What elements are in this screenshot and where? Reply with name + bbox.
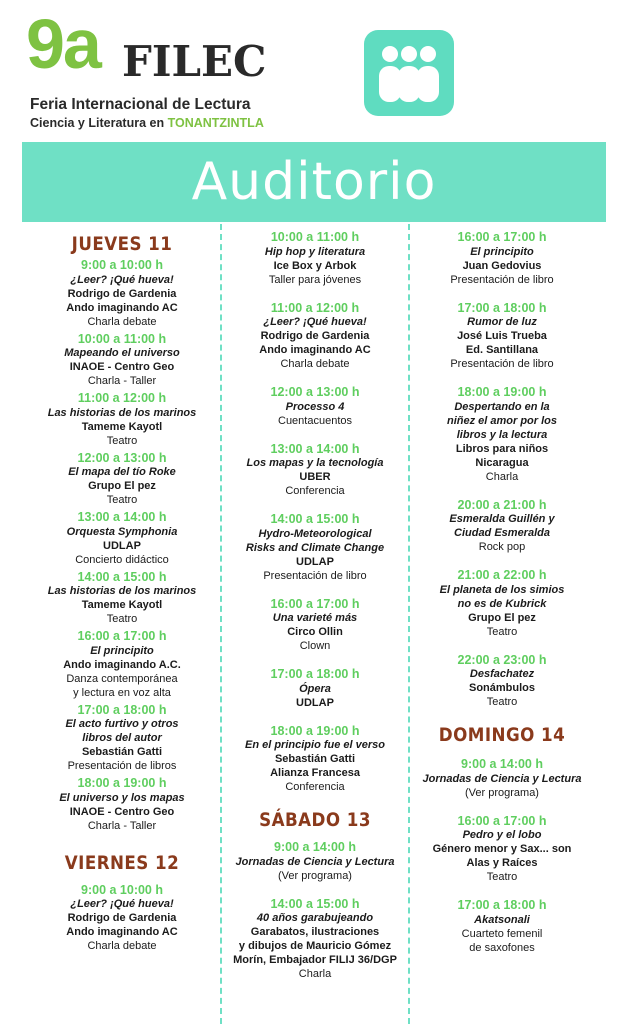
- schedule-item: [224, 442, 406, 499]
- event-time: 16:00 a 17:00 h: [77, 629, 167, 643]
- schedule-item: [224, 230, 406, 287]
- schedule-item: [24, 629, 220, 700]
- schedule-list: [412, 230, 592, 709]
- event-type: Conferencia: [285, 781, 345, 793]
- event-time: 16:00 a 17:00 h: [270, 596, 360, 611]
- people-icon: [364, 30, 454, 116]
- event-title: El principito: [90, 644, 154, 657]
- schedule-item: [412, 385, 592, 484]
- event-presenter: Género menor y Sax... son Alas y Raíces: [432, 843, 572, 869]
- day-heading: DOMINGO 14: [438, 724, 566, 746]
- event-presenter: INAOE - Centro Geo: [69, 361, 175, 373]
- schedule-item: [224, 385, 406, 428]
- schedule-item: [24, 703, 220, 774]
- event-time: 21:00 a 22:00 h: [457, 568, 547, 582]
- logo-subtitle-2-place: TONANTZINTLA: [167, 116, 264, 130]
- event-time: 13:00 a 14:00 h: [270, 441, 360, 456]
- event-time: 14:00 a 15:00 h: [77, 569, 167, 584]
- event-presenter: Ice Box y Arbok: [273, 259, 357, 272]
- event-presenter: UBER: [299, 471, 331, 483]
- event-type: Charla - Taller: [87, 375, 157, 387]
- event-title: ¿Leer? ¡Qué hueva!: [70, 898, 174, 910]
- event-time: 16:00 a 17:00 h: [457, 230, 547, 244]
- event-type: Teatro: [106, 613, 138, 625]
- event-type: Presentación de libros: [67, 760, 177, 772]
- event-time: 17:00 a 18:00 h: [270, 667, 360, 681]
- event-presenter: UDLAP: [296, 696, 334, 709]
- event-time: 17:00 a 18:00 h: [77, 702, 167, 717]
- event-presenter: José Luis Trueba Ed. Santillana: [457, 330, 547, 356]
- event-time: 12:00 a 13:00 h: [77, 450, 167, 465]
- event-type: Danza contemporánea y lectura en voz alta: [66, 672, 178, 699]
- event-presenter: Sebastián Gatti Alianza Francesa: [270, 753, 360, 779]
- event-time: 9:00 a 10:00 h: [81, 258, 163, 272]
- event-title: ¿Leer? ¡Qué hueva!: [70, 273, 174, 286]
- event-presenter: Sonámbulos: [468, 682, 535, 694]
- event-presenter: INAOE - Centro Geo: [69, 805, 175, 818]
- event-time: 9:00 a 14:00 h: [461, 757, 543, 771]
- schedule-item: [224, 597, 406, 654]
- event-presenter: Ando imaginando A.C.: [63, 658, 181, 671]
- event-title: Esmeralda Guillén y Ciudad Esmeralda: [449, 513, 555, 539]
- schedule-item: [224, 512, 406, 583]
- schedule-list: [24, 258, 220, 833]
- event-time: 16:00 a 17:00 h: [457, 813, 547, 828]
- column-3: [412, 226, 592, 955]
- schedule-item: [224, 724, 406, 795]
- event-time: 11:00 a 12:00 h: [270, 300, 360, 315]
- event-presenter: Garabatos, ilustraciones y dibujos de Mauricio Gómez Morín, Embajador FILIJ 36/DGP: [233, 926, 397, 966]
- event-time: 11:00 a 12:00 h: [77, 391, 167, 405]
- event-title: En el principio fue el verso: [245, 739, 385, 751]
- schedule-item: [412, 498, 592, 555]
- event-time: 18:00 a 19:00 h: [77, 776, 167, 790]
- event-time: 14:00 a 15:00 h: [270, 896, 360, 911]
- column-2: [224, 226, 406, 981]
- event-time: 14:00 a 15:00 h: [270, 512, 360, 526]
- event-time: 18:00 a 19:00 h: [457, 385, 547, 399]
- schedule-list: [412, 757, 592, 955]
- schedule-list: [24, 883, 220, 954]
- event-time: 20:00 a 21:00 h: [457, 497, 547, 512]
- schedule-item: [224, 840, 406, 883]
- event-title: Jornadas de Ciencia y Lectura: [422, 772, 582, 785]
- event-time: 12:00 a 13:00 h: [270, 385, 360, 399]
- event-title: Hydro-Meteorological Risks and Climate Change: [245, 527, 385, 554]
- event-time: 17:00 a 18:00 h: [457, 300, 547, 315]
- day-heading: JUEVES 11: [71, 233, 173, 255]
- event-title: Rumor de luz: [467, 316, 537, 328]
- event-title: Los mapas y la tecnología: [246, 457, 384, 469]
- event-type: Teatro: [486, 696, 518, 708]
- schedule-item: [412, 898, 592, 955]
- event-type: Charla: [298, 968, 332, 980]
- schedule-item: [412, 757, 592, 800]
- event-title: Processo 4: [285, 400, 345, 413]
- event-time: 13:00 a 14:00 h: [77, 510, 167, 524]
- event-title: Una varieté más: [272, 612, 358, 624]
- event-type: Clown: [299, 640, 331, 652]
- banner-title: Auditorio: [191, 152, 437, 212]
- event-presenter: UDLAP: [296, 555, 334, 568]
- event-title: El universo y los mapas: [59, 791, 185, 804]
- event-type: Teatro: [106, 434, 138, 447]
- schedule-item: [412, 653, 592, 710]
- event-type: Conferencia: [285, 485, 345, 497]
- schedule-item: [24, 776, 220, 833]
- event-presenter: Grupo El pez: [468, 611, 536, 624]
- schedule-item: [412, 230, 592, 287]
- event-type: (Ver programa): [465, 786, 539, 799]
- event-presenter: Grupo El pez: [88, 480, 156, 492]
- event-title: Hip hop y literatura: [264, 245, 366, 258]
- event-type: Presentación de libro: [263, 569, 367, 582]
- event-presenter: Tameme Kayotl: [81, 420, 163, 433]
- day-heading: VIERNES 12: [64, 851, 180, 874]
- event-title: Jornadas de Ciencia y Lectura: [235, 855, 395, 868]
- event-title: Las historias de los marinos: [47, 585, 197, 597]
- event-time: 9:00 a 10:00 h: [81, 882, 163, 897]
- event-presenter: Libros para niños Nicaragua: [455, 442, 549, 469]
- logo-subtitle-2: [30, 116, 264, 130]
- schedule-list: [224, 230, 406, 794]
- event-title: Pedro y el lobo: [462, 829, 542, 841]
- event-time: 9:00 a 14:00 h: [274, 840, 356, 854]
- event-type: Teatro: [106, 494, 138, 506]
- event-time: 17:00 a 18:00 h: [457, 898, 547, 912]
- event-title: Mapeando el universo: [64, 347, 180, 359]
- event-type: Charla debate: [87, 940, 157, 952]
- event-title: El planeta de los simios no es de Kubrick: [439, 583, 565, 610]
- event-type: Presentación de libro: [450, 358, 554, 370]
- event-type: Teatro: [486, 625, 518, 638]
- event-title: Orquesta Symphonia: [66, 525, 178, 538]
- schedule-list: [224, 840, 406, 981]
- event-title: El acto furtivo y otros libros del autor: [65, 718, 179, 744]
- schedule-item: [412, 568, 592, 639]
- event-time: 22:00 a 23:00 h: [457, 652, 547, 667]
- event-type: Teatro: [486, 871, 518, 883]
- event-presenter: Rodrigo de Gardenia Ando imaginando AC: [66, 912, 178, 938]
- column-divider: [408, 224, 410, 1024]
- event-title: ¿Leer? ¡Qué hueva!: [263, 316, 367, 328]
- event-type: Concierto didáctico: [75, 553, 169, 566]
- event-type: (Ver programa): [278, 869, 352, 882]
- event-presenter: Circo Ollin: [287, 626, 343, 638]
- schedule-item: [24, 570, 220, 627]
- event-presenter: Sebastián Gatti: [81, 746, 163, 758]
- schedule-item: [24, 883, 220, 954]
- event-title: Ópera: [299, 682, 331, 695]
- event-presenter: Juan Gedovius: [462, 259, 542, 272]
- event-title: 40 años garabujeando: [256, 912, 374, 924]
- event-presenter: Tameme Kayotl: [81, 599, 163, 611]
- event-type: Presentación de libro: [450, 273, 554, 286]
- event-type: Charla - Taller: [87, 819, 157, 832]
- event-presenter: Rodrigo de Gardenia Ando imaginando AC: [259, 330, 371, 356]
- event-title: Las historias de los marinos: [47, 406, 197, 419]
- event-title: Desfachatez: [469, 668, 535, 680]
- event-title: Akatsonali: [474, 913, 530, 926]
- day-heading: SÁBADO 13: [259, 809, 371, 831]
- column-divider: [220, 224, 222, 1024]
- event-type: Cuentacuentos: [278, 414, 352, 427]
- event-title: El mapa del tío Roke: [68, 466, 176, 478]
- event-time: 18:00 a 19:00 h: [270, 723, 360, 738]
- event-time: 10:00 a 11:00 h: [270, 230, 360, 244]
- event-type: Rock pop: [478, 541, 526, 553]
- event-title: El principito: [470, 245, 534, 258]
- schedule-item: [224, 897, 406, 982]
- logo-subtitle-2-text: Ciencia y Literatura en: [30, 116, 165, 130]
- event-type: Charla debate: [87, 315, 157, 328]
- schedule-item: [224, 667, 406, 710]
- schedule-item: [412, 301, 592, 372]
- schedule-item: [224, 301, 406, 372]
- banner: [22, 142, 606, 222]
- schedule-item: [24, 510, 220, 567]
- event-type: Taller para jóvenes: [268, 273, 362, 286]
- logo-name: FILEC: [122, 37, 267, 86]
- logo-subtitle: Feria Internacional de Lectura: [30, 96, 251, 113]
- schedule-item: [24, 391, 220, 448]
- schedule-item: [24, 332, 220, 389]
- logo-number: 9a: [26, 5, 100, 83]
- column-1: [24, 226, 220, 953]
- header: [0, 0, 630, 140]
- event-presenter: UDLAP: [103, 539, 141, 552]
- schedule-item: [24, 258, 220, 329]
- event-presenter: Rodrigo de Gardenia Ando imaginando AC: [66, 287, 178, 314]
- event-type: Charla debate: [280, 358, 350, 370]
- event-title: Despertando en la niñez el amor por los libros y la lectura: [446, 400, 558, 441]
- schedule-item: [412, 814, 592, 885]
- event-type: Charla: [485, 470, 519, 483]
- event-type: Cuarteto femenil de saxofones: [461, 927, 543, 954]
- schedule-item: [24, 451, 220, 508]
- event-time: 10:00 a 11:00 h: [77, 331, 167, 346]
